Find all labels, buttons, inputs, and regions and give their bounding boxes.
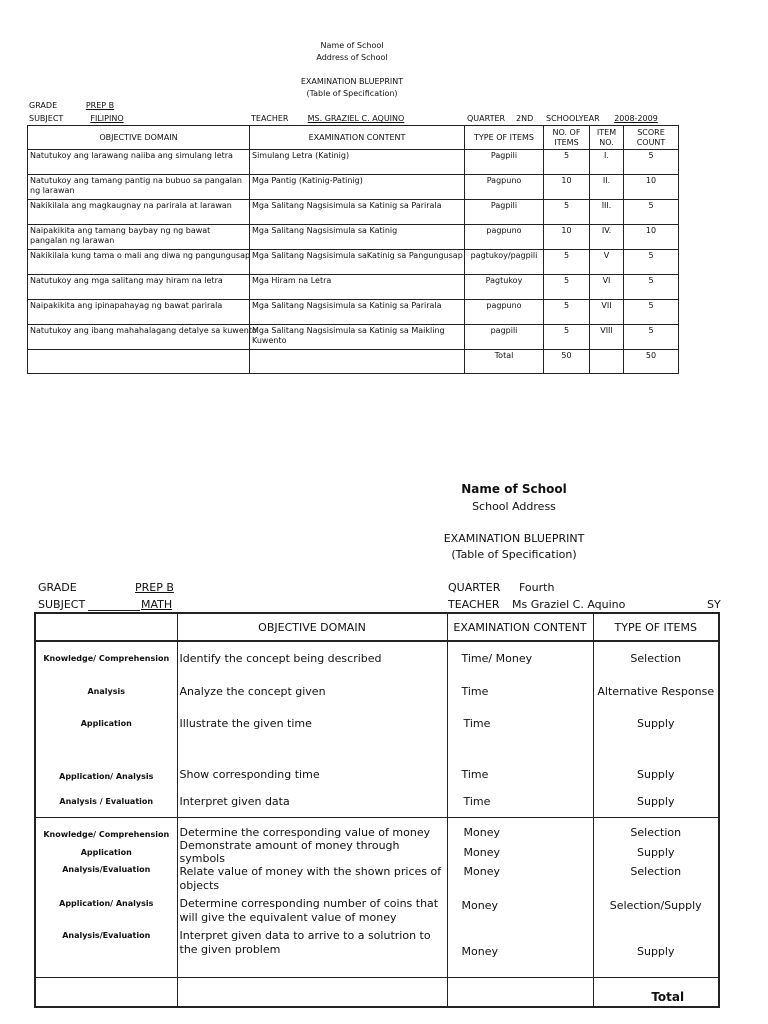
- doc1-row-content: Mga Salitang Nagsisimula sa Katinig sa Parirala: [250, 300, 465, 325]
- doc2-total-label: Total: [593, 977, 719, 1007]
- doc1-total-label: Total: [465, 350, 544, 374]
- doc2-row-objective: Determine the corresponding value of money: [177, 817, 447, 839]
- doc2-row-objective: Relate value of money with the shown prices of objects: [177, 865, 447, 897]
- table-row: [35, 675, 719, 707]
- doc1-header-row: [28, 126, 679, 150]
- doc2-row-content: Money: [447, 929, 593, 977]
- doc1-row-content: Mga Salitang Nagsisimula sa Katinig sa Parirala: [250, 200, 465, 225]
- doc2-title: EXAMINATION BLUEPRINT: [443, 532, 585, 545]
- doc1-row-score: 5: [624, 200, 679, 225]
- doc2-subject-rule: [88, 610, 140, 611]
- doc2-row-domain: Analysis: [87, 686, 125, 696]
- doc2-school-name: Name of School: [461, 482, 567, 496]
- doc1-blueprint-table: [27, 125, 679, 374]
- doc2-row-domain: Knowledge/ Comprehension: [43, 830, 170, 839]
- doc1-row-objective: Natutukoy ang tamang pantig na bubuo sa pangalan ng larawan: [28, 175, 250, 200]
- doc2-teacher-value: Ms Graziel C. Aquino: [512, 598, 626, 611]
- doc1-row-content: Mga Hiram na Letra: [250, 275, 465, 300]
- doc1-row-score: 10: [624, 225, 679, 250]
- doc1-row-type: Pagpili: [465, 150, 544, 175]
- doc2-row-objective: Interpret given data: [177, 787, 447, 817]
- doc2-blueprint-table: [34, 612, 720, 1008]
- table-row: [35, 787, 719, 817]
- doc1-row-content: Mga Salitang Nagsisimula saKatinig sa Pangungusap: [250, 250, 465, 275]
- doc2-total-row: [35, 977, 719, 1007]
- doc1-subject-value: FILIPINO: [90, 114, 124, 123]
- doc1-quarter-value: 2ND: [516, 114, 534, 123]
- doc2-row-domain: Knowledge/ Comprehension: [43, 654, 170, 663]
- doc1-row-count: 10: [544, 225, 590, 250]
- doc1-row-count: 5: [544, 250, 590, 275]
- doc1-row-item-no: IV.: [590, 225, 624, 250]
- doc2-row-type: Selection: [593, 865, 719, 897]
- table-row: [28, 250, 679, 275]
- doc1-row-count: 5: [544, 150, 590, 175]
- doc2-school-address: School Address: [472, 500, 556, 513]
- doc1-row-count: 5: [544, 200, 590, 225]
- doc1-subject-label: SUBJECT: [29, 114, 64, 123]
- doc1-row-type: Pagtukoy: [465, 275, 544, 300]
- doc2-row-objective: Analyze the concept given: [177, 675, 447, 707]
- doc1-row-objective: Natutukoy ang mga salitang may hiram na letra: [28, 275, 250, 300]
- table-row: [28, 275, 679, 300]
- doc2-row-objective: Show corresponding time: [177, 739, 447, 787]
- doc1-row-item-no: VI: [590, 275, 624, 300]
- doc1-schoolyear-label: SCHOOLYEAR: [546, 114, 600, 123]
- doc1-row-count: 5: [544, 275, 590, 300]
- doc1-row-type: pagpuno: [465, 300, 544, 325]
- doc1-row-type: Pagpili: [465, 200, 544, 225]
- doc2-row-domain: Application: [80, 718, 132, 728]
- doc2-quarter-value: Fourth: [519, 581, 555, 594]
- doc1-row-objective: Nakikilala kung tama o mali ang diwa ng pangungusap: [28, 250, 250, 275]
- doc1-header-item-no: ITEM NO.: [590, 126, 624, 150]
- doc2-teacher-label: TEACHER: [448, 598, 500, 611]
- doc1-row-score: 5: [624, 300, 679, 325]
- doc2-row-domain: Analysis/Evaluation: [62, 865, 151, 874]
- doc2-header-row: [35, 613, 719, 641]
- doc2-row-domain: Application/ Analysis: [59, 899, 154, 908]
- doc1-school-name: Name of School: [320, 41, 384, 50]
- table-row: [28, 325, 679, 350]
- doc2-row-content: Money: [447, 865, 593, 897]
- doc1-quarter-label: QUARTER: [467, 114, 506, 123]
- doc1-row-type: pagtukoy/pagpili: [465, 250, 544, 275]
- table-row: [35, 641, 719, 675]
- doc2-row-objective: Illustrate the given time: [177, 707, 447, 739]
- doc2-row-type: Supply: [593, 787, 719, 817]
- doc1-school-address: Address of School: [316, 53, 388, 62]
- doc1-header-score: SCORE COUNT: [624, 126, 679, 150]
- doc1-row-objective: Naipakikita ang ipinapahayag ng bawat parirala: [28, 300, 250, 325]
- table-row: [35, 929, 719, 977]
- doc1-row-count: 5: [544, 300, 590, 325]
- table-row: [35, 897, 719, 929]
- doc1-total-row: [28, 350, 679, 374]
- table-row: [28, 200, 679, 225]
- doc1-row-item-no: V: [590, 250, 624, 275]
- doc1-row-type: pagpili: [465, 325, 544, 350]
- doc1-schoolyear-value: 2008-2009: [614, 114, 658, 123]
- doc1-row-objective: Natutukoy ang ibang mahahalagang detalye sa kuwento: [28, 325, 250, 350]
- doc2-row-content: Time/ Money: [447, 641, 593, 675]
- doc1-row-score: 10: [624, 175, 679, 200]
- doc2-header-type: TYPE OF ITEMS: [593, 613, 719, 641]
- doc1-grade-label: GRADE: [29, 101, 58, 110]
- doc1-title: EXAMINATION BLUEPRINT: [300, 77, 404, 86]
- doc1-row-item-no: II.: [590, 175, 624, 200]
- doc1-total-score: 50: [624, 350, 679, 374]
- doc1-subtitle: (Table of Specification): [306, 89, 398, 98]
- doc2-row-domain: Application/ Analysis: [59, 772, 154, 781]
- doc2-row-content: Money: [447, 817, 593, 839]
- doc2-sy-label: SY: [707, 598, 721, 611]
- doc2-row-type: Selection/Supply: [593, 897, 719, 929]
- doc1-header-objective: OBJECTIVE DOMAIN: [28, 126, 250, 150]
- doc2-row-type: Selection: [593, 817, 719, 839]
- doc1-row-content: Simulang Letra (Katinig): [250, 150, 465, 175]
- doc2-row-content: Money: [447, 839, 593, 865]
- doc1-row-content: Mga Salitang Nagsisimula sa Katinig: [250, 225, 465, 250]
- doc2-header-objective: OBJECTIVE DOMAIN: [177, 613, 447, 641]
- doc1-row-item-no: I.: [590, 150, 624, 175]
- doc1-row-item-no: VIII: [590, 325, 624, 350]
- doc1-row-content: Mga Pantig (Katinig-Patinig): [250, 175, 465, 200]
- doc1-row-score: 5: [624, 150, 679, 175]
- doc2-row-content: Time: [447, 787, 593, 817]
- table-row: [35, 707, 719, 739]
- table-row: [35, 865, 719, 897]
- doc2-row-objective: Determine corresponding number of coins that will give the equivalent value of money: [177, 897, 447, 929]
- doc1-row-objective: Natutukoy ang larawang naiiba ang simulang letra: [28, 150, 250, 175]
- doc2-row-type: Supply: [593, 839, 719, 865]
- doc1-row-count: 10: [544, 175, 590, 200]
- doc2-quarter-label: QUARTER: [448, 581, 501, 594]
- table-row: [28, 225, 679, 250]
- doc2-grade-value: PREP B: [135, 581, 174, 594]
- doc2-row-objective: Interpret given data to arrive to a solutrion to the given problem: [177, 929, 447, 977]
- doc1-grade-value: PREP B: [85, 101, 115, 110]
- doc2-row-type: Supply: [593, 929, 719, 977]
- doc2-row-content: Time: [447, 739, 593, 787]
- doc2-header-content: EXAMINATION CONTENT: [447, 613, 593, 641]
- table-row: [35, 817, 719, 839]
- doc1-teacher-label: TEACHER: [251, 114, 289, 123]
- doc2-row-content: Time: [447, 707, 593, 739]
- table-row: [35, 839, 719, 865]
- doc2-subtitle: (Table of Specification): [451, 548, 577, 561]
- doc1-teacher-value: MS. GRAZIEL C. AQUINO: [307, 114, 405, 123]
- doc2-row-content: Money: [447, 897, 593, 929]
- table-row: [35, 739, 719, 787]
- doc2-row-type: Supply: [593, 707, 719, 739]
- doc1-row-item-no: III.: [590, 200, 624, 225]
- doc1-row-type: pagpuno: [465, 225, 544, 250]
- doc1-row-score: 5: [624, 275, 679, 300]
- doc1-row-objective: Naipakikita ang tamang baybay ng ng bawat pangalan ng larawan: [28, 225, 250, 250]
- doc2-row-domain: Analysis/Evaluation: [62, 931, 151, 940]
- doc2-row-type: Supply: [593, 739, 719, 787]
- doc1-total-items: 50: [544, 350, 590, 374]
- doc2-row-objective: Demonstrate amount of money through symbols: [177, 839, 447, 865]
- doc2-row-type: Alternative Response: [593, 675, 719, 707]
- doc1-row-count: 5: [544, 325, 590, 350]
- doc2-row-domain: Application: [80, 847, 132, 857]
- table-row: [28, 150, 679, 175]
- doc1-row-score: 5: [624, 250, 679, 275]
- doc2-grade-label: GRADE: [38, 581, 77, 594]
- doc2-subject-label: SUBJECT: [38, 598, 86, 611]
- doc2-subject-value: MATH: [141, 598, 173, 611]
- table-row: [28, 300, 679, 325]
- doc1-row-score: 5: [624, 325, 679, 350]
- doc1-header-content: EXAMINATION CONTENT: [250, 126, 465, 150]
- doc1-row-item-no: VII: [590, 300, 624, 325]
- table-row: [28, 175, 679, 200]
- doc1-row-type: Pagpuno: [465, 175, 544, 200]
- doc2-row-type: Selection: [593, 641, 719, 675]
- doc1-header-type: TYPE OF ITEMS: [465, 126, 544, 150]
- doc2-row-objective: Identify the concept being described: [177, 641, 447, 675]
- doc1-row-content: Mga Salitang Nagsisimula sa Katinig sa Maikling Kuwento: [250, 325, 465, 350]
- doc1-header-count: NO. OF ITEMS: [544, 126, 590, 150]
- doc2-row-domain: Analysis / Evaluation: [35, 787, 177, 817]
- doc1-row-objective: Nakikilala ang magkaugnay na parirala at larawan: [28, 200, 250, 225]
- doc2-row-content: Time: [447, 675, 593, 707]
